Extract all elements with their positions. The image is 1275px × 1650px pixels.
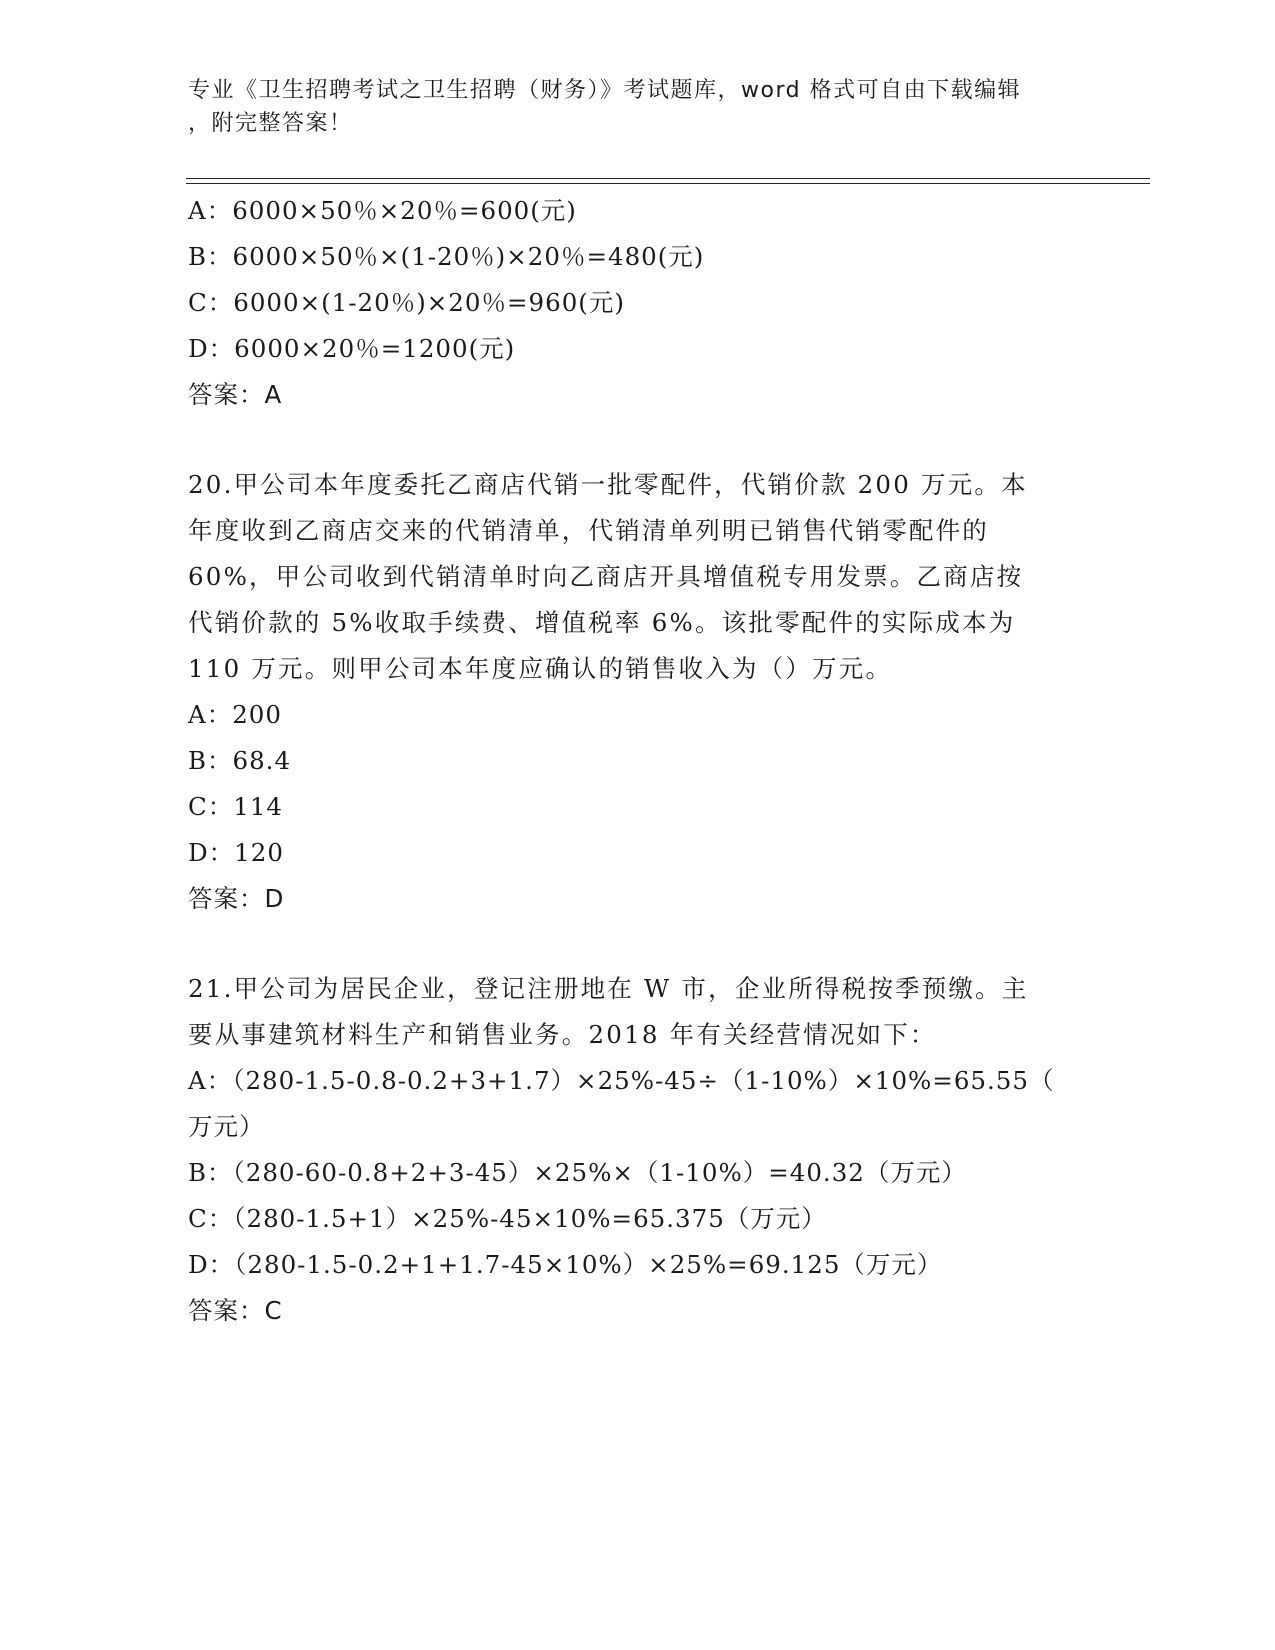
option-a: A：（280-1.5-0.8-0.2+3+1.7）×25%-45÷（1-10%）×10%=65.55（ xyxy=(188,1066,1055,1095)
option-b: B：6000×50％×(1-20％)×20％=480(元) xyxy=(188,242,705,271)
spacer xyxy=(188,922,1088,966)
header-line-1: 专业《卫生招聘考试之卫生招聘（财务）》考试题库，word 格式可自由下载编辑 xyxy=(188,78,1022,103)
stem-line: 代销价款的 5%收取手续费、增值税率 6%。该批零配件的实际成本为 xyxy=(188,608,1016,637)
header-line-2: ，附完整答案！ xyxy=(188,111,353,136)
stem-line: 110 万元。则甲公司本年度应确认的销售收入为（）万元。 xyxy=(188,654,893,683)
header-divider-bottom xyxy=(186,183,1150,184)
answer-label: 答案：A xyxy=(188,380,283,409)
stem-line: 20.甲公司本年度委托乙商店代销一批零配件，代销价款 200 万元。本 xyxy=(188,470,1028,499)
question-stem xyxy=(188,966,1088,1058)
option-c: C：6000×(1-20％)×20％=960(元) xyxy=(188,288,625,317)
question-21 xyxy=(188,966,1088,1334)
stem-line: 60%，甲公司收到代销清单时向乙商店开具增值税专用发票。乙商店按 xyxy=(188,562,1024,591)
header-divider-top xyxy=(186,178,1150,179)
option-b: B：（280-60-0.8+2+3-45）×25%×（1-10%）=40.32（万元） xyxy=(188,1158,967,1187)
option-a: A：6000×50％×20％=600(元) xyxy=(188,196,577,225)
document-header xyxy=(188,74,1088,140)
option-d: D：120 xyxy=(188,838,284,867)
option-a-continued: 万元） xyxy=(188,1112,265,1141)
answer-label: 答案：C xyxy=(188,1296,283,1325)
answer-label: 答案：D xyxy=(188,884,285,913)
question-20 xyxy=(188,462,1088,922)
option-d: D：（280-1.5-0.2+1+1.7-45×10%）×25%=69.125（万元） xyxy=(188,1250,943,1279)
stem-line: 年度收到乙商店交来的代销清单，代销清单列明已销售代销零配件的 xyxy=(188,516,989,545)
option-c: C：114 xyxy=(188,792,284,821)
question-stem xyxy=(188,462,1088,692)
stem-line: 要从事建筑材料生产和销售业务。2018 年有关经营情况如下： xyxy=(188,1020,937,1049)
spacer xyxy=(188,418,1088,462)
option-c: C：（280-1.5+1）×25%-45×10%=65.375（万元） xyxy=(188,1204,827,1233)
document-body xyxy=(188,188,1088,1334)
option-d: D：6000×20％=1200(元) xyxy=(188,334,516,363)
option-b: B：68.4 xyxy=(188,746,292,775)
question-19 xyxy=(188,188,1088,418)
option-a: A：200 xyxy=(188,700,282,729)
stem-line: 21.甲公司为居民企业，登记注册地在 W 市，企业所得税按季预缴。主 xyxy=(188,974,1029,1003)
